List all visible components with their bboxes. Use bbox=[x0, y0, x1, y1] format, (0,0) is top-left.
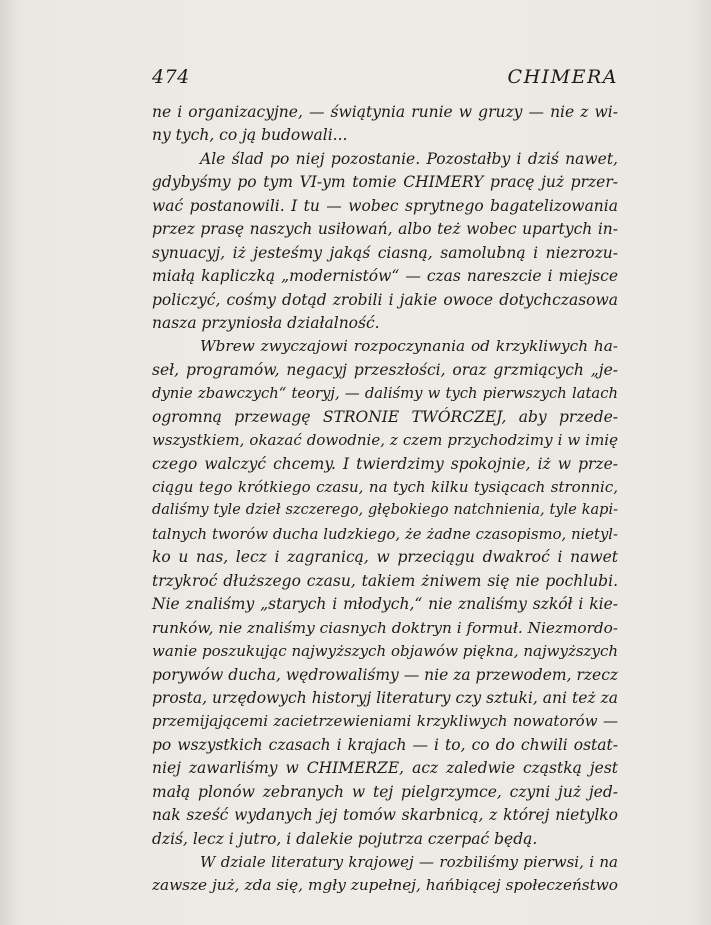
text-line: zawsze już, zda się, mgły zupełnej, hańbiącej społeczeństwo bbox=[152, 876, 618, 895]
text-line: synuacyj, iż jesteśmy jakąś ciasną, samolubną i niezrozu- bbox=[152, 243, 618, 262]
text-line: dziś, lecz i jutro, i dalekie pojutrza czerpać będą. bbox=[152, 829, 538, 848]
text-line: przemijającemi zacietrzewieniami krzykliwych nowatorów — bbox=[152, 712, 618, 731]
text-line: wanie poszukując najwyższych objawów piękna, najwyższych bbox=[152, 642, 618, 661]
text-line: gdybyśmy po tym VI-ym tomie CHIMERY pracę już przer- bbox=[152, 173, 618, 192]
text-line: niej zawarliśmy w CHIMERZE, acz zaledwie cząstką jest bbox=[152, 759, 618, 778]
text-line: W dziale literatury krajowej — rozbiliśmy pierwsi, i na bbox=[200, 853, 618, 871]
text-line: ny tych, co ją budowali... bbox=[152, 126, 348, 145]
text-line: ciągu tego krótkiego czasu, na tych kilku tysiącach stronnic, bbox=[152, 478, 618, 496]
text-line: małą plonów zebranych w tej pielgrzymce, czyni już jed- bbox=[152, 782, 618, 801]
text-line: runków, nie znaliśmy ciasnych doktryn i formuł. Niezmordo- bbox=[152, 618, 618, 637]
text-line: nasza przyniosła działalność. bbox=[152, 313, 380, 332]
text-line: Wbrew zwyczajowi rozpoczynania od krzykliwych ha- bbox=[200, 337, 618, 356]
text-line: talnych tworów ducha ludzkiego, że żadne czasopismo, nietyl- bbox=[152, 525, 618, 543]
text-line: seł, programów, negacyj przeszłości, oraz grzmiących „je- bbox=[152, 360, 618, 379]
text-line: nak sześć wydanych jej tomów skarbnicą, z której nietylko bbox=[152, 806, 618, 825]
text-line: trzykroć dłuższego czasu, takiem żniwem się nie pochlubi. bbox=[152, 571, 618, 590]
text-line: policzyć, cośmy dotąd zrobili i jakie owoce dotychczasowa bbox=[152, 290, 618, 309]
text-line: po wszystkich czasach i krajach — i to, co do chwili ostat- bbox=[152, 735, 618, 754]
text-line: dynie zbawczych“ teoryj, — daliśmy w tych pierwszych latach bbox=[152, 385, 618, 403]
text-line: prosta, urzędowych historyj literatury czy sztuki, ani też za bbox=[152, 688, 618, 707]
text-line: daliśmy tyle dzieł szczerego, głębokiego natchnienia, tyle kapi- bbox=[152, 502, 618, 519]
text-line: ogromną przewagę STRONIE TWÓRCZEJ, aby przede- bbox=[152, 407, 618, 426]
body-text bbox=[152, 101, 618, 898]
text-line: czego walczyć chcemy. I twierdzimy spokojnie, iż w prze- bbox=[152, 454, 618, 473]
text-line: ne i organizacyjne, — świątynia runie w gruzy — nie z wi- bbox=[152, 103, 618, 121]
text-line: ko u nas, lecz i zagranicą, w przeciągu dwakroć i nawet bbox=[152, 548, 618, 567]
text-line: wać postanowili. I tu — wobec sprytnego bagatelizowania bbox=[152, 196, 618, 215]
text-line: porywów ducha, wędrowaliśmy — nie za przewodem, rzecz bbox=[152, 665, 619, 684]
text-line: miałą kapliczką „modernistów“ — czas nareszcie i miejsce bbox=[152, 267, 618, 286]
text-line: Ale ślad po niej pozostanie. Pozostałby i dziś nawet, bbox=[200, 149, 618, 168]
page-header bbox=[152, 66, 618, 96]
text-line: Nie znaliśmy „starych i młodych,“ nie znaliśmy szkół i kie- bbox=[152, 595, 618, 614]
text-line: wszystkiem, okazać dowodnie, z czem przychodzimy i w imię bbox=[152, 431, 618, 450]
text-line: przez prasę naszych usiłowań, albo też wobec upartych in- bbox=[152, 220, 618, 239]
running-title: CHIMERA bbox=[507, 66, 618, 88]
page-number: 474 bbox=[152, 66, 190, 88]
